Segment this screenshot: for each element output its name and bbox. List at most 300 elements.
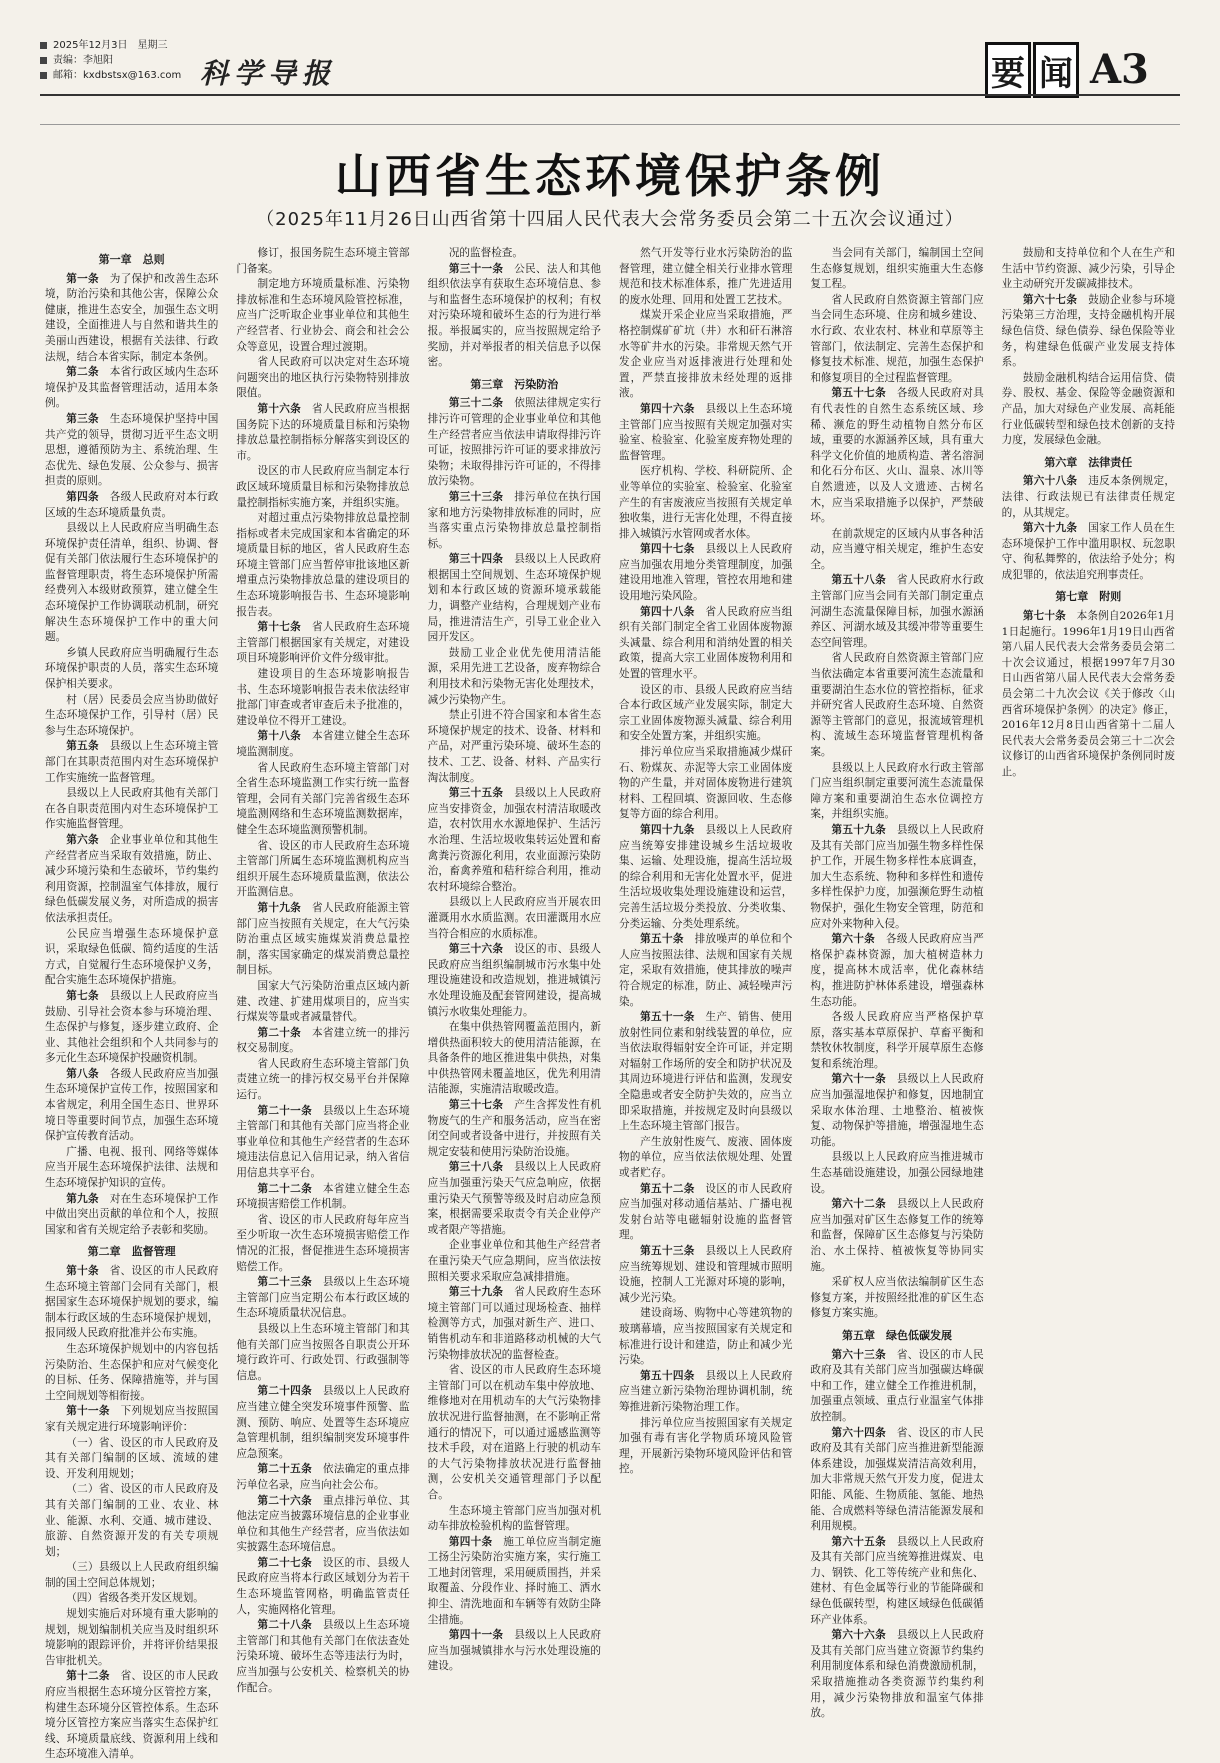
article-paragraph	[45, 1192, 218, 1239]
article-paragraph	[236, 1275, 409, 1322]
paragraph-text: 当会同有关部门，编制国土空间生态修复规划，组织实施重大生态修复工程。	[810, 247, 984, 291]
article-number: 第二十六条	[257, 1494, 323, 1507]
paragraph-text: 县级以上人民政府应当加强对矿区生态修复工作的统筹和监督，保障矿区生态修复与污染防治、水土保持、植被恢复等协同实施。	[810, 1198, 984, 1273]
paragraph-text: 省人民政府生态环境主管部门对全省生态环境监测工作实行统一监督管理，会同有关部门完善省级生态环境监测网络和生态环境监测数据库，健全生态环境监测预警机制。	[236, 761, 410, 836]
article-paragraph	[236, 277, 409, 355]
date-line: 2025年12月3日 星期三	[53, 40, 168, 51]
paragraph-text: 煤炭开采企业应当采取措施，严格控制煤矿矿坑（井）水和矸石淋溶水等矿井水的污染。非常规天然气开发企业应当对返排液进行处理和处置，严禁直接排放未经处理的返排液。	[618, 309, 793, 400]
article-paragraph	[45, 490, 218, 521]
article-paragraph	[810, 761, 983, 823]
article-paragraph	[619, 1135, 792, 1182]
article-paragraph	[236, 1026, 409, 1057]
article-paragraph	[236, 1182, 409, 1213]
paragraph-text: 省、设区的市人民政府生态环境主管部门会同有关部门，根据国家生态环境保护规划的要求，编制本行政区域的生态环境保护规划，报同级人民政府批准并公布实施。	[45, 1265, 219, 1340]
article-number: 第八条	[66, 1067, 110, 1080]
article-paragraph	[236, 511, 409, 620]
paragraph-text: 省、设区的市人民政府每年应当至少听取一次生态环境损害赔偿工作情况的汇报，督促推进生态环境损害赔偿工作。	[236, 1213, 410, 1273]
article-paragraph	[45, 412, 218, 490]
article-paragraph	[619, 542, 792, 604]
paragraph-text: 设区的市、县级人民政府应当将本行政区域划分为若干生态环境监管网格，明确监管责任人，实施网格化管理。	[236, 1556, 410, 1616]
paragraph-text: 县级以上人民政府应当加强湿地保护和修复，因地制宜采取水体治理、土地整治、植被恢复、动物保护等措施，增强湿地生态功能。	[810, 1073, 984, 1148]
paragraph-text: 国家大气污染防治重点区域内新建、改建、扩建用煤项目的，应当实行煤炭等量或者减量替代。	[236, 979, 410, 1024]
article-paragraph	[45, 1607, 218, 1669]
paragraph-text: 本省建立统一的排污权交易制度。	[236, 1026, 410, 1055]
paragraph-text: 省人民政府应当根据国务院下达的环境质量目标和污染物排放总量控制指标分解落实到设区的市。	[236, 402, 410, 462]
article-number: 第二十三条	[257, 1276, 323, 1289]
article-paragraph	[45, 521, 218, 646]
paragraph-text: 对在生态环境保护工作中做出突出贡献的单位和个人，按照国家和省有关规定给予表彰和奖励。	[45, 1192, 219, 1236]
paragraph-text: 县级以上人民政府水行政主管部门应当组织制定重要河流生态流量保障方案和重要湖泊生态水位调控方案，并组织实施。	[810, 761, 984, 821]
text-column	[428, 246, 601, 1763]
article-paragraph	[45, 646, 218, 693]
article-number: 第五十八条	[831, 574, 897, 587]
paragraph-text: 生产、销售、使用放射性同位素和射线装置的单位，应当依法取得辐射安全许可证，并定期对辐射工作场所的安全和防护状况及其周边环境进行评估和监测，发现安全隐患或者安全防护失效的，应当立即采取措施，并按规定及时向县级以上生态环境主管部门报告。	[618, 1011, 793, 1133]
page-number: A3	[1090, 46, 1149, 93]
paragraph-text: 施工单位应当制定施工扬尘污染防治实施方案，实行施工工地封闭管理，采用硬质围挡，并采取覆盖、分段作业、择时施工、洒水抑尘、清洗地面和车辆等有效防尘降尘措施。	[427, 1535, 601, 1626]
paragraph-text: 县级以上人民政府及其有关部门应当加强生物多样性保护工作，开展生物多样性本底调查，加大生态系统、物种和多样性和遗传多样性保护力度，加强濒危野生动植物保护，强化生物安全管理，防范和应对外来物种入侵。	[810, 823, 984, 930]
article-number: 第四十条	[448, 1535, 504, 1548]
chapter-heading: 第五章 绿色低碳发展	[841, 1328, 952, 1342]
article-paragraph	[619, 1244, 792, 1306]
article-paragraph	[236, 464, 409, 511]
issue-meta	[40, 38, 181, 83]
article-paragraph	[619, 246, 792, 308]
paragraph-text: （三）县级以上人民政府组织编制的国土空间总体规划；	[45, 1561, 219, 1589]
paragraph-text: 省人民政府自然资源主管部门应当会同生态环境、住房和城乡建设、水行政、农业农村、林业和草原等主管部门，依法制定、完善生态保护和修复技术标准、规范，加强生态保护和修复项目的全过程监督管理。	[810, 293, 984, 384]
paragraph-text: 鼓励和支持单位和个人在生产和生活中节约资源、减少污染，引导企业主动研究开发碳减排技术。	[1001, 247, 1175, 291]
article-number: 第六十八条	[1022, 475, 1089, 488]
article-number: 第四十六条	[640, 402, 706, 415]
paragraph-text: 县级以上人民政府根据国土空间规划、生态环境保护规划和本行政区域的资源环境承载能力，调整产业结构，合理规划产业布局，推进清洁生产，引导工业企业入园开发区。	[427, 553, 601, 644]
paragraph-text: 为了保护和改善生态环境，防治污染和其他公害，保障公众健康，推进生态安全，加强生态文明建设，全面推进人与自然和谐共生的美丽山西建设，根据有关法律、行政法规，结合本省实际，制定本条例。	[45, 272, 219, 363]
article-number: 第二十条	[257, 1026, 312, 1039]
paragraph-text: 生态环境保护规划中的内容包括污染防治、生态保护和应对气候变化的目标、任务、保障措施等，并与国土空间规划等相衔接。	[45, 1342, 219, 1402]
article-number: 第三十一条	[448, 262, 515, 275]
article-paragraph	[1002, 474, 1175, 521]
article-paragraph	[428, 490, 601, 552]
article-paragraph	[810, 932, 983, 1010]
chapter-heading: 第三章 污染防治	[470, 377, 559, 391]
article-number: 第六十一条	[831, 1073, 897, 1086]
bullet-square-icon	[40, 57, 47, 64]
article-number: 第六十七条	[1022, 293, 1089, 306]
paragraph-text: 省、设区的市人民政府及其有关部门应当推进新型能源体系建设，加强煤炭清洁高效利用，加大非常规天然气开发力度，促进太阳能、风能、生物质能、氢能、地热能、合成燃料等绿色清洁能源发展和利用规模。	[810, 1426, 984, 1533]
article-paragraph	[236, 1104, 409, 1182]
paragraph-text: 省人民政府可以决定对生态环境问题突出的地区执行污染物特别排放限值。	[236, 356, 410, 400]
bullet-square-icon	[40, 42, 47, 49]
paragraph-text: 依法确定的重点排污单位名录，应当向社会公布。	[236, 1463, 410, 1491]
article-paragraph	[428, 646, 601, 708]
paragraph-text: 重点排污单位、其他法定应当披露环境信息的企业事业单位和其他生产经营者，应当依法如实披露生态环境信息。	[236, 1494, 410, 1554]
article-paragraph	[428, 396, 601, 490]
article-paragraph	[1002, 521, 1175, 583]
article-paragraph	[236, 667, 409, 729]
article-number: 第五十二条	[640, 1182, 706, 1195]
article-number: 第三十三条	[448, 490, 515, 503]
article-number: 第六十六条	[831, 1629, 897, 1642]
paragraph-text: 排污单位在执行国家和地方污染物排放标准的同时，应当落实重点污染物排放总量控制指标。	[427, 490, 601, 550]
paragraph-text: 县级以上人民政府应当加强农用地分类管理制度，加强建设用地准入管理，管控农用地和建设用地污染风险。	[618, 543, 793, 603]
paragraph-text: 采矿权人应当依法编制矿区生态修复方案，并按照经批准的矿区生态修复方案实施。	[810, 1276, 984, 1320]
header-divider-thin	[40, 124, 1180, 125]
article-paragraph	[619, 464, 792, 542]
article-paragraph	[1002, 371, 1175, 449]
paragraph-text: 本省行政区域内生态环境保护及其监督管理活动，适用本条例。	[45, 366, 219, 410]
article-paragraph	[45, 1264, 218, 1342]
article-number: 第六十条	[831, 933, 886, 946]
article-number: 第三十七条	[448, 1099, 515, 1112]
email-line: 邮箱：kxdbstsx@163.com	[53, 70, 182, 81]
article-paragraph	[428, 942, 601, 1020]
section-label	[985, 42, 1081, 92]
article-paragraph	[236, 355, 409, 402]
article-paragraph	[428, 1363, 601, 1503]
article-paragraph	[1002, 293, 1175, 371]
article-paragraph	[236, 1462, 409, 1493]
article-number: 第四十七条	[640, 543, 706, 556]
paragraph-text: 省人民政府生态环境主管部门根据国家有关规定，对建设项目环境影响评价文件分级审批。	[236, 621, 410, 665]
text-column	[1002, 246, 1175, 1763]
paragraph-text: 县级以上人民政府应当开展农田灌溉用水水质监测。农田灌溉用水应当符合相应的水质标准。	[427, 896, 601, 940]
article-paragraph	[619, 605, 792, 683]
article-paragraph	[236, 1057, 409, 1104]
article-number: 第七十条	[1022, 610, 1077, 623]
paragraph-text: 鼓励金融机构结合运用信贷、债券、股权、基金、保险等金融资源和产品，加大对绿色产业发展、高耗能行业低碳转型和绿色技术创新的支持力度，发展绿色金融。	[1001, 371, 1175, 447]
paragraph-text: 各级人民政府应当加强生态环境保护宣传工作，按照国家和本省规定，利用全国生态日、世界环境日等重要时间节点，加强生态环境保护宣传教育活动。	[45, 1067, 219, 1143]
article-paragraph	[236, 1556, 409, 1618]
paragraph-text: 排污单位应当采取措施减少煤矸石、粉煤灰、赤泥等大宗工业固体废物的产生量，并对固体废物进行建筑材料、工程回填、资源回收、生态修复等方面的综合利用。	[618, 746, 793, 821]
article-paragraph	[45, 786, 218, 833]
paragraph-text: 县级以上生态环境主管部门和其他有关部门应当将企业事业单位和其他生产经营者的生态环境违法信息记入信用记录，纳入省信用信息共享平台。	[236, 1104, 410, 1180]
paragraph-text: 设区的市人民政府应当加强对移动通信基站、广播电视发射台站等电磁辐射设施的监督管理。	[618, 1182, 793, 1242]
article-number: 第十二条	[66, 1670, 121, 1683]
paragraph-text: 省、设区的市人民政府生态环境主管部门所属生态环境监测机构应当组织开展生态环境质量监测，依法公开监测信息。	[236, 839, 410, 899]
article-paragraph	[236, 839, 409, 901]
article-paragraph	[45, 927, 218, 989]
article-number: 第四十八条	[640, 605, 706, 618]
article-paragraph	[619, 308, 792, 402]
article-paragraph	[45, 693, 218, 740]
paragraph-text: 各级人民政府应当严格保护森林资源，加大植树造林力度，提高林木成活率，优化森林结构，推进防护林体系建设，增强森林生态功能。	[810, 933, 984, 1008]
article-paragraph	[810, 1275, 983, 1322]
article-paragraph	[236, 901, 409, 979]
article-paragraph	[428, 1504, 601, 1535]
article-paragraph	[45, 1482, 218, 1560]
article-number: 第五十一条	[640, 1011, 706, 1024]
paragraph-text: 本省建立健全生态环境监测制度。	[236, 730, 410, 758]
paragraph-text: （四）省级各类开发区规划。	[66, 1592, 204, 1605]
article-number: 第六十五条	[831, 1535, 897, 1548]
article-paragraph	[428, 1020, 601, 1098]
article-number: 第九条	[66, 1192, 110, 1205]
article-paragraph	[1002, 246, 1175, 293]
article-paragraph	[810, 293, 983, 387]
text-column	[810, 246, 983, 1763]
article-number: 第十七条	[257, 621, 312, 634]
article-number: 第六十九条	[1022, 522, 1089, 535]
chapter-heading: 第六章 法律责任	[1044, 455, 1133, 469]
article-number: 第二十四条	[257, 1385, 323, 1398]
paragraph-text: 依照法律规定实行排污许可管理的企业事业单位和其他生产经营者应当依法申请取得排污许可证，按照排污许可证的要求排放污染物；未取得排污许可证的，不得排放污染物。	[427, 397, 601, 488]
paragraph-text: 县级以上人民政府及其有关部门应当统筹推进煤炭、电力、钢铁、化工等传统产业和焦化、建材、有色金属等行业的节能降碳和绿色低碳转型，构建区域绿色低碳循环产业体系。	[810, 1535, 984, 1626]
article-number: 第六条	[66, 833, 110, 846]
article-number: 第六十四条	[831, 1426, 897, 1439]
paragraph-text: 省人民政府水行政主管部门应当会同有关部门制定重点河湖生态流量保障目标，加强水源涵养区、河湖水域及其缓冲带等重要生态空间管理。	[810, 574, 984, 649]
paragraph-text: 建设项目的生态环境影响报告书、生态环境影响报告表未依法经审批部门审查或者审查后未予批准的，建设单位不得开工建设。	[236, 668, 410, 727]
article-paragraph	[810, 386, 983, 526]
paragraph-text: 然气开发等行业水污染防治的监督管理，建立健全相关行业排水管理规范和技术标准体系，推广先进适用的废水处理、回用和处置工艺技术。	[618, 247, 793, 306]
paragraph-text: 在前款规定的区域内从事各种活动，应当遵守相关规定，维护生态安全。	[810, 527, 984, 571]
paragraph-text: 况的监督检查。	[448, 247, 523, 259]
article-paragraph	[428, 552, 601, 646]
paragraph-text: （一）省、设区的市人民政府及其有关部门编制的区域、流域的建设、开发利用规划；	[45, 1436, 219, 1480]
article-number: 第四十九条	[640, 823, 706, 836]
article-number: 第五十九条	[831, 823, 897, 836]
article-number: 第三十二条	[448, 397, 515, 410]
article-paragraph	[810, 1426, 983, 1535]
paragraph-text: 规划实施后对环境有重大影响的规划，规划编制机关应当及时组织环境影响的跟踪评价，并将评价结果报告审批机关。	[45, 1608, 219, 1667]
paragraph-text: 产生含挥发性有机物废气的生产和服务活动，应当在密闭空间或者设备中进行，并按照有关规定安装和使用污染防治设施。	[427, 1099, 601, 1158]
paragraph-text: 县级以上人民政府应当统筹规划、建设和管理城市照明设施，控制人工光源对环境的影响，减少光污染。	[618, 1245, 793, 1304]
article-paragraph	[428, 708, 601, 786]
paragraph-text: 县级以上生态环境主管部门和其他有关部门应当按照各自职责公开环境行政许可、行政处罚、行政强制等信息。	[236, 1322, 410, 1382]
article-number: 第二十五条	[257, 1463, 323, 1476]
article-number: 第三十九条	[448, 1286, 515, 1299]
article-paragraph	[236, 1322, 409, 1384]
paragraph-text: 公民应当增强生态环境保护意识，采取绿色低碳、简约适度的生活方式，自觉履行生态环境保护义务，配合实施生态环境保护措施。	[45, 927, 219, 987]
paragraph-text: 县级以上人民政府应当安排资金，加强农村清洁取暖改造，农村饮用水水源地保护、生活污水治理、生活垃圾收集转运处置和畜禽粪污资源化利用，农业面源污染防治，畜禽养殖和秸秆综合利用，推动农村环境综合整治。	[427, 787, 601, 893]
article-number: 第一条	[66, 272, 110, 285]
article-paragraph	[428, 1628, 601, 1675]
paragraph-text: 县级以上人民政府及其有关部门应当建立资源节约集约利用制度体系和绿色消费激励机制，采取措施推动各类资源节约集约利用，减少污染物排放和温室气体排放。	[810, 1629, 984, 1720]
article-paragraph	[428, 1098, 601, 1160]
article-paragraph	[45, 1067, 218, 1145]
article-number: 第三十五条	[448, 787, 515, 800]
paragraph-text: 设区的市、县级人民政府应当组织编制城市污水集中处理设施建设和改造规划，推进城镇污水处理设施及配套管网建设，提高城镇污水收集处理能力。	[427, 943, 601, 1018]
paragraph-text: 省人民政府生态环境主管部门负责建立统一的排污权交易平台并保障运行。	[236, 1057, 410, 1102]
article-paragraph	[810, 1535, 983, 1629]
paragraph-text: 禁止引进不符合国家和本省生态环境保护规定的技术、设备、材料和产品，对严重污染环境、破坏生态的技术、工艺、设备、材料、产品实行淘汰制度。	[427, 709, 601, 784]
article-paragraph	[236, 729, 409, 760]
article-paragraph	[45, 1591, 218, 1607]
article-paragraph	[619, 1416, 792, 1478]
article-paragraph	[810, 1150, 983, 1197]
article-number: 第五条	[66, 740, 110, 753]
paragraph-text: 广播、电视、报刊、网络等媒体应当开展生态环境保护法律、法规和生态环境保护知识的宣传。	[45, 1145, 219, 1190]
article-paragraph	[236, 1213, 409, 1275]
article-paragraph	[45, 272, 218, 366]
article-paragraph	[619, 745, 792, 823]
article-paragraph	[236, 246, 409, 277]
article-paragraph	[1002, 609, 1175, 781]
article-paragraph	[236, 761, 409, 839]
article-paragraph	[619, 1369, 792, 1416]
paragraph-text: 省人民政府能源主管部门应当按照有关规定，在大气污染防治重点区域实施煤炭消费总量控制，落实国家确定的煤炭消费总量控制目标。	[236, 901, 410, 977]
paragraph-text: 设区的市、县级人民政府应当结合本行政区域产业发展实际，制定大宗工业固体废物源头减量、综合利用和安全处置方案，并组织实施。	[618, 683, 793, 743]
article-paragraph	[236, 979, 409, 1026]
article-number: 第二十一条	[257, 1104, 323, 1117]
article-paragraph	[236, 1618, 409, 1696]
paragraph-text: 设区的市人民政府应当制定本行政区域环境质量目标和污染物排放总量控制指标实施方案，并组织实施。	[236, 465, 410, 509]
article-number: 第二条	[66, 366, 110, 379]
paragraph-text: 乡镇人民政府应当明确履行生态环境保护职责的人员，落实生态环境保护相关要求。	[45, 646, 219, 691]
paragraph-text: 排放噪声的单位和个人应当按照法律、法规和国家有关规定，采取有效措施，使其排放的噪声符合规定的标准，防止、减轻噪声污染。	[618, 933, 793, 1008]
paragraph-text: （二）省、设区的市人民政府及其有关部门编制的工业、农业、林业、能源、水利、交通、城市建设、旅游、自然资源开发的有关专项规划；	[45, 1483, 219, 1558]
article-body	[45, 246, 1175, 1761]
paragraph-text: 在集中供热管网覆盖范围内，新增供热面积较大的使用清洁能源，在具备条件的地区推进集中供热，对集中供热管网未覆盖地区，优先利用清洁能源，实施清洁取暖改造。	[427, 1021, 601, 1096]
article-paragraph	[428, 786, 601, 895]
text-column	[45, 246, 218, 1763]
article-paragraph	[45, 989, 218, 1067]
paragraph-text: 县级以上生态环境主管部门应当定期公布本行政区域的生态环境质量状况信息。	[236, 1276, 410, 1320]
paragraph-text: 省人民政府应当组织有关部门制定全省工业固体废物源头减量、综合利用和消纳处置的相关政策，提高大宗工业固体废物利用和处置的管理水平。	[618, 605, 793, 681]
article-paragraph	[45, 1436, 218, 1483]
paragraph-text: 县级以上人民政府应当建立健全突发环境事件预警、监测、预防、响应、处置等生态环境应急管理机制，组织编制突发环境事件应急预案。	[236, 1385, 410, 1460]
article-paragraph	[619, 1306, 792, 1368]
paragraph-text: 县级以上人民政府应当加强重污染天气应急响应，依据重污染天气预警等级及时启动应急预案，根据需要采取责令有关企业停产或者限产等措施。	[427, 1161, 601, 1236]
article-paragraph	[428, 1238, 601, 1285]
article-number: 第二十八条	[257, 1619, 323, 1632]
article-number: 第十条	[66, 1265, 110, 1277]
article-number: 第四条	[66, 490, 110, 503]
paragraph-text: 省人民政府生态环境主管部门可以通过现场检查、抽样检测等方式，加强对新生产、进口、销售机动车和非道路移动机械的大气污染物排放状况的监督检查。	[427, 1286, 601, 1361]
article-paragraph	[810, 1072, 983, 1150]
article-number: 第三十八条	[448, 1161, 515, 1174]
paragraph-text: 企业事业单位和其他生产经营者应当采取有效措施，防止、减少环境污染和生态破坏，节约集约利用资源，控制温室气体排放，履行绿色低碳发展义务，对所造成的损害依法承担责任。	[45, 833, 219, 924]
article-paragraph	[45, 1342, 218, 1404]
article-number: 第五十七条	[831, 387, 897, 400]
article-paragraph	[810, 823, 983, 932]
article-paragraph	[810, 1628, 983, 1722]
article-title: 山西省生态环境保护条例	[335, 149, 885, 203]
paragraph-text: 本省建立健全生态环境损害赔偿工作机制。	[236, 1182, 410, 1211]
article-paragraph	[45, 1560, 218, 1591]
paragraph-text: 县级以上人民政府应当鼓励、引导社会资本参与环境治理、生态保护与修复，逐步建立政府、企业、其他社会组织和个人共同参与的多元化生态环境保护投融资机制。	[45, 989, 219, 1065]
article-paragraph	[810, 246, 983, 293]
article-paragraph	[45, 365, 218, 412]
bullet-square-icon	[40, 72, 47, 79]
paragraph-text: 修订，报国务院生态环境主管部门备案。	[236, 247, 410, 275]
paragraph-text: 县级以上人民政府其他有关部门在各自职责范围内对生态环境保护工作实施监督管理。	[45, 787, 219, 831]
article-number: 第十六条	[257, 402, 312, 415]
paragraph-text: 省、设区的市人民政府应当根据生态环境分区管控方案，构建生态环境分区管控体系。生态环境分区管控方案应当落实生态保护红线、环境质量底线、资源利用上线和生态环境准入清单。	[45, 1670, 219, 1761]
paragraph-text: 县级以上人民政府应当加强城镇排水与污水处理设施的建设。	[427, 1629, 601, 1673]
chapter-heading: 第七章 附则	[1055, 590, 1122, 604]
paragraph-text: 排污单位应当按照国家有关规定加强有毒有害化学物质环境风险管理，开展新污染物环境风险评估和管控。	[618, 1416, 793, 1476]
article-subtitle: （2025年11月26日山西省第十四届人民代表大会常务委员会第二十五次会议通过）	[256, 209, 964, 230]
article-paragraph	[45, 1145, 218, 1192]
article-number: 第六十二条	[831, 1198, 897, 1211]
paragraph-text: 违反本条例规定，法律、行政法规已有法律责任规定的，从其规定。	[1001, 475, 1175, 519]
paragraph-text: 县级以上生态环境主管部门在其职责范围内对生态环境保护工作实施统一监督管理。	[45, 740, 219, 784]
newspaper-logo: 科学导报	[200, 57, 337, 90]
paragraph-text: 各级人民政府对具有代表性的自然生态系统区域、珍稀、濒危的野生动植物自然分布区域，重要的水源涵养区域，具有重大科学文化价值的地质构造、著名溶洞和化石分布区、火山、温泉、冰川等自然遗迹，以及人文遗迹、古树名木，应当采取措施予以保护，严禁破坏。	[810, 387, 984, 525]
article-number: 第五十条	[640, 933, 695, 946]
article-paragraph	[619, 1182, 792, 1244]
paragraph-text: 建设商场、购物中心等建筑物的玻璃幕墙，应当按照国家有关规定和标准进行设计和建造，防止和减少光污染。	[618, 1307, 793, 1367]
paragraph-text: 县级以上人民政府应当统筹安排建设城乡生活垃圾收集、运输、处理设施，提高生活垃圾的综合利用和无害化处置水平，促进生活垃圾收集处理设施建设和运营，完善生活垃圾分类投放、分类收集、分类运输、分类处理系统。	[618, 823, 793, 930]
article-paragraph	[428, 895, 601, 942]
paragraph-text: 县级以上人民政府应当明确生态环境保护责任清单，组织、协调、督促有关部门依法履行生态环境保护的监督管理职责，将生态环境保护所需经费列入本级财政预算，建立健全生态环境保护工作协调联动机制，研究解决生态环境保护工作中的重大问题。	[45, 522, 219, 644]
article-paragraph	[619, 402, 792, 464]
page-header	[30, 28, 1190, 118]
paragraph-text: 省、设区的市人民政府及其有关部门应当加强碳达峰碳中和工作，建立健全工作推进机制，加强重点领域、重点行业温室气体排放控制。	[810, 1348, 984, 1423]
paragraph-text: 各级人民政府应当严格保护草原，落实基本草原保护、草畜平衡和禁牧休牧制度，科学开展草原生态修复和系统治理。	[810, 1011, 984, 1070]
article-paragraph	[236, 620, 409, 667]
article-paragraph	[810, 651, 983, 760]
article-number: 第二十七条	[257, 1556, 323, 1569]
article-number: 第十一条	[66, 1405, 121, 1418]
paragraph-text: 村（居）民委员会应当协助做好生态环境保护工作，引导村（居）民参与生态环境保护。	[45, 693, 219, 737]
article-paragraph	[619, 683, 792, 745]
paragraph-text: 医疗机构、学校、科研院所、企业等单位的实验室、检验室、化验室产生的有害废液应当按照有关规定单独收集，进行无害化处理，不得直接排入城镇污水管网或者水体。	[618, 465, 793, 540]
paragraph-text: 省、设区的市人民政府生态环境主管部门可以在机动车集中停放地、维修地对在用机动车的大气污染物排放状况进行监督抽测，在不影响正常通行的情况下，可以通过遥感监测等技术手段，对在道路上行驶的机动车的大气污染物排放状况进行监督抽测，公安机关交通管理部门予以配合。	[427, 1364, 601, 1501]
article-number: 第三条	[66, 412, 110, 425]
paragraph-text: 省人民政府自然资源主管部门应当依法确定本省重要河流生态流量和重要湖泊生态水位的管控指标，征求并研究省人民政府生态环境、自然资源等主管部门的意见，报流域管理机构、流域生态环境监督管理机构备案。	[810, 652, 984, 758]
chapter-heading: 第二章 监督管理	[87, 1245, 176, 1259]
chapter-heading: 第一章 总则	[98, 253, 165, 266]
article-paragraph	[810, 527, 983, 574]
article-number: 第五十三条	[640, 1245, 706, 1257]
article-paragraph	[428, 1535, 601, 1629]
article-paragraph	[45, 739, 218, 786]
header-divider	[40, 94, 1180, 96]
paragraph-text: 下列规划应当按照国家有关规定进行环境影响评价：	[45, 1405, 219, 1433]
text-column	[619, 246, 792, 1763]
article-paragraph	[428, 1285, 601, 1363]
paragraph-text: 各级人民政府对本行政区域的生态环境质量负责。	[45, 490, 219, 519]
article-paragraph	[810, 1197, 983, 1275]
article-number: 第十九条	[257, 901, 312, 914]
article-paragraph	[45, 1404, 218, 1435]
article-paragraph	[236, 1494, 409, 1556]
article-paragraph	[428, 246, 601, 262]
section-char: 闻	[1033, 42, 1079, 98]
article-number: 第三十四条	[448, 553, 515, 566]
paragraph-text: 鼓励企业参与环境污染第三方治理，支持金融机构开展绿色信贷、绿色债券、绿色保险等业务，构建绿色低碳产业发展支持体系。	[1001, 293, 1175, 369]
article-paragraph	[236, 1384, 409, 1462]
paragraph-text: 产生放射性废气、废液、固体废物的单位，应当依法依规处理、处置或者贮存。	[618, 1135, 793, 1180]
article-paragraph	[810, 573, 983, 651]
article-paragraph	[619, 823, 792, 932]
text-column	[236, 246, 409, 1763]
paragraph-text: 县级以上生态环境主管部门和其他有关部门在依法查处污染环境、破坏生态等违法行为时，应当加强与公安机关、检察机关的协作配合。	[236, 1619, 410, 1694]
paragraph-text: 生态环境保护坚持中国共产党的领导，贯彻习近平生态文明思想，遵循预防为主、系统治理、生态优先、绿色发展、公众参与、损害担责的原则。	[45, 412, 219, 488]
article-paragraph	[619, 1010, 792, 1135]
paragraph-text: 企业事业单位和其他生产经营者在重污染天气应急期间，应当依法按照相关要求采取应急减排措施。	[427, 1239, 601, 1283]
article-paragraph	[428, 1160, 601, 1238]
article-paragraph	[428, 262, 601, 371]
paragraph-text: 本条例自2026年1月1日起施行。1996年1月19日山西省第八届人民代表大会常务委员会第二十次会议通过，根据1997年7月30日山西省第八届人民代表大会常务委员会第二十九次会议《关于修改〈山西省环境保护条例〉的决定》修正，2016年12月8日山西省第十二届人民代表大会常务委员会第三十二次会议修订的山西省环境保护条例同时废止。	[1001, 610, 1175, 778]
paragraph-text: 制定地方环境质量标准、污染物排放标准和生态环境风险管控标准，应当广泛听取企业事业单位和其他生产经营者、行业协会、商会和社会公众等意见，设置合理过渡期。	[236, 278, 410, 353]
paragraph-text: 县级以上人民政府应当建立新污染物治理协调机制，统筹推进新污染物治理工作。	[618, 1369, 793, 1413]
article-number: 第三十六条	[448, 943, 515, 956]
paragraph-text: 对超过重点污染物排放总量控制指标或者未完成国家和本省确定的环境质量目标的地区，省人民政府生态环境主管部门应当暂停审批该地区新增重点污染物排放总量的建设项目的生态环境影响报告书、生态环境影响报告表。	[236, 512, 410, 618]
editor-line: 责编：李旭阳	[53, 55, 113, 66]
article-number: 第四十一条	[448, 1629, 515, 1642]
paragraph-text: 国家工作人员在生态环境保护工作中滥用职权、玩忽职守、徇私舞弊的，依法给予处分；构成犯罪的，依法追究刑事责任。	[1001, 522, 1175, 581]
article-paragraph	[45, 833, 218, 927]
article-number: 第十八条	[257, 730, 312, 743]
article-number: 第七条	[66, 989, 110, 1002]
paragraph-text: 县级以上生态环境主管部门应当按照有关规定加强对实验室、检验室、化验室废弃物处理的监督管理。	[618, 402, 793, 462]
article-number: 第六十三条	[831, 1348, 897, 1361]
paragraph-text: 公民、法人和其他组织依法享有获取生态环境信息、参与和监督生态环境保护的权利；有权对污染环境和破坏生态的行为进行举报。举报属实的，应当按照规定给予奖励，并对举报者的相关信息予以保密。	[427, 262, 601, 369]
article-number: 第二十二条	[257, 1182, 323, 1195]
article-paragraph	[45, 1669, 218, 1763]
paragraph-text: 县级以上人民政府应当推进城市生态基础设施建设，加强公园绿地建设。	[810, 1151, 984, 1195]
article-paragraph	[810, 1010, 983, 1072]
